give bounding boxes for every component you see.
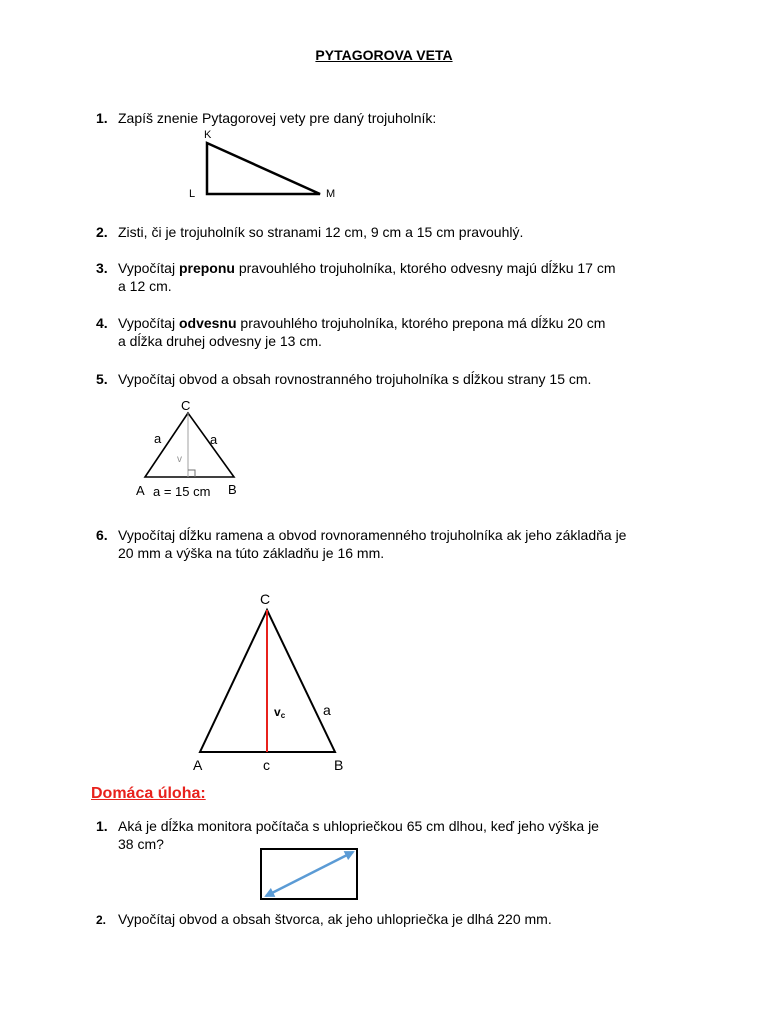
task-2: [96, 223, 696, 241]
task-text: Vypočítaj dĺžku ramena a obvod rovnoramenného trojuholníka ak jeho základňa je: [118, 527, 627, 543]
side-a-label: a: [323, 702, 331, 718]
height-v-label: v: [177, 454, 182, 465]
task-text-pre: Vypočítaj: [118, 315, 179, 331]
task-text-line2: a 12 cm.: [118, 278, 172, 294]
homework-heading: Domáca úloha:: [91, 785, 206, 802]
equilateral-triangle: [130, 395, 250, 503]
vertex-a-label: A: [136, 483, 145, 498]
side-a-right-label: a: [210, 432, 218, 447]
height-v-text: v: [274, 705, 281, 719]
task-text: Zapíš znenie Pytagorovej vety pre daný trojuholník:: [118, 110, 437, 126]
vertex-m-label: M: [326, 188, 336, 200]
task-text-post: pravouhlého trojuholníka, ktorého odvesny majú dĺžku 17 cm: [234, 260, 616, 276]
right-triangle-klm: [180, 126, 350, 204]
monitor-diagonal-figure: [258, 846, 362, 902]
height-subscript: c: [280, 711, 286, 720]
vertex-c-label: C: [181, 398, 191, 413]
task-6: [96, 526, 696, 562]
task-number: 3.: [96, 260, 108, 276]
homework-task-1: [96, 817, 696, 853]
task-text: Aká je dĺžka monitora počítača s uhlopriečkou 65 cm dlhou, keď jeho výška je: [118, 818, 599, 834]
task-number: 6.: [96, 527, 108, 543]
vertex-k-label: K: [204, 129, 212, 141]
task-text-post: pravouhlého trojuholníka, ktorého prepona má dĺžku 20 cm: [236, 315, 606, 331]
task-text-pre: Vypočítaj: [118, 260, 179, 276]
page-title: PYTAGOROVA VETA: [315, 47, 453, 63]
side-a-left-label: a: [154, 431, 162, 446]
task-number: 2.: [96, 913, 107, 927]
vertex-l-label: L: [189, 188, 196, 200]
vertex-a-label: A: [193, 757, 203, 773]
task-1: [96, 109, 696, 127]
vertex-b-label: B: [334, 757, 344, 773]
task-text-line2: 38 cm?: [118, 836, 164, 852]
task-keyword: preponu: [178, 260, 235, 276]
homework-task-2: [96, 910, 696, 929]
task-text-line2: a dĺžka druhej odvesny je 13 cm.: [118, 333, 322, 349]
task-number: 1.: [96, 818, 108, 834]
triangle-klm-shape: [207, 143, 320, 194]
task-4: [96, 314, 696, 350]
task-3: [96, 259, 696, 295]
right-angle-mark: [188, 470, 195, 477]
task-text: Vypočítaj obvod a obsah štvorca, ak jeho uhlopriečka je dlhá 220 mm.: [118, 911, 552, 927]
task-keyword: odvesnu: [178, 315, 237, 331]
task-number: 1.: [96, 110, 108, 126]
task-number: 5.: [96, 371, 108, 387]
task-number: 4.: [96, 315, 108, 331]
vertex-c-label: C: [260, 591, 271, 607]
task-5: [96, 370, 696, 388]
isosceles-triangle: [185, 585, 355, 777]
task-text-line2: 20 mm a výška na túto základňu je 16 mm.: [118, 545, 385, 561]
task-text: Vypočítaj obvod a obsah rovnostranného trojuholníka s dĺžkou strany 15 cm.: [118, 371, 592, 387]
base-c-label: c: [263, 757, 270, 773]
task-number: 2.: [96, 224, 108, 240]
base-length-label: a = 15 cm: [153, 484, 211, 499]
task-text: Zisti, či je trojuholník so stranami 12 cm, 9 cm a 15 cm pravouhlý.: [118, 224, 524, 240]
vertex-b-label: B: [228, 482, 237, 497]
height-vc-label: [274, 705, 286, 720]
